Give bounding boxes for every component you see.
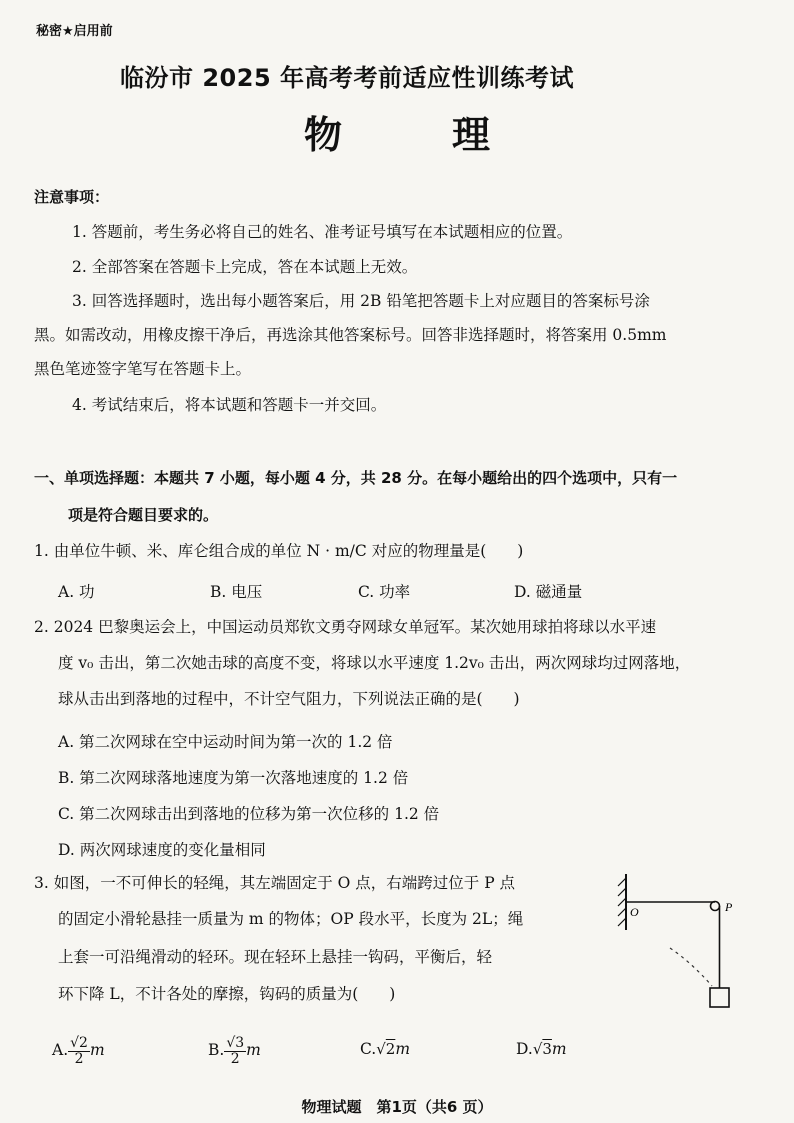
section-heading-line2: 项是符合题目要求的。 [68,506,219,524]
subject-char-left: 物 [303,113,342,157]
confidential-mark: 秘密★启用前 [36,24,113,39]
q1-stem: 1. 由单位牛顿、米、库仑组合成的单位 N · m/C 对应的物理量是( ) [34,542,524,560]
pulley-figure [612,868,742,1018]
q3-option-b-fraction [224,1036,246,1066]
notice-title: 注意事项： [34,188,110,206]
section-heading-line1: 一、单项选择题：本题共 7 小题，每小题 4 分，共 28 分。在每小题给出的四个选项中，只有一 [34,469,678,487]
q3-option-a [52,1036,105,1066]
q2-stem-line3: 球从击出到落地的过程中，不计空气阻力，下列说法正确的是( ) [58,690,520,708]
notice-item-2: 2. 全部答案在答题卡上完成，答在本试题上无效。 [72,258,418,276]
q3-stem-line4: 环下降 L，不计各处的摩擦，钩码的质量为( ) [58,985,396,1003]
q2-option-d: D. 两次网球速度的变化量相同 [58,841,266,859]
q1-option-b: B. 电压 [210,583,263,601]
wall [618,874,626,930]
subject-char-right: 理 [452,113,491,157]
notice-item-3: 3. 回答选择题时，选出每小题答案后，用 2B 铅笔把答题卡上对应题目的答案标号涂 [72,292,650,310]
q3-option-b-var: m [246,1041,261,1060]
q3-option-d-var: m [551,1040,567,1058]
notice-item-3-cont: 黑。如需改动，用橡皮擦干净后，再选涂其他答案标号。回答非选择题时，将答案用 0.5mm [34,326,667,344]
q3-option-c-var: m [395,1040,411,1058]
q3-option-b-prefix: B. [208,1041,225,1060]
hanging-mass [710,988,729,1007]
q3-option-d-radicand: 3 [542,1040,552,1058]
q3-option-c-root: √ [376,1040,386,1058]
pulley [711,902,720,911]
notice-item-1: 1. 答题前，考生务必将自己的姓名、准考证号填写在本试题相应的位置。 [72,223,573,241]
q1-option-c: C. 功率 [358,583,411,601]
q3-option-a-denominator: 2 [74,1050,84,1067]
q2-option-a: A. 第二次网球在空中运动时间为第一次的 1.2 倍 [58,733,393,751]
exam-title: 临汾市 2025 年高考考前适应性训练考试 [120,64,575,92]
q2-stem-line2: 度 v₀ 击出，第二次她击球的高度不变，将球以水平速度 1.2v₀ 击出，两次网球均过网落地， [58,654,691,672]
q3-option-c-radicand: 2 [385,1040,396,1058]
dashed-trace [670,948,712,986]
q3-option-a-var: m [89,1041,105,1060]
q3-stem-line1: 3. 如图，一不可伸长的轻绳，其左端固定于 O 点，右端跨过位于 P 点 [34,874,516,892]
q2-option-b: B. 第二次网球落地速度为第一次落地速度的 1.2 倍 [58,769,409,787]
q3-stem-line3: 上套一可沿绳滑动的轻环。现在轻环上悬挂一钩码，平衡后，轻 [58,948,493,966]
q3-option-d-root: √ [532,1040,543,1058]
notice-item-4: 4. 考试结束后，将本试题和答题卡一并交回。 [72,396,387,414]
q2-option-c: C. 第二次网球击出到落地的位移为第一次位移的 1.2 倍 [58,805,440,823]
page-footer: 物理试题 第1页（共6 页） [301,1098,493,1116]
q1-option-d: D. 磁通量 [514,583,583,601]
q3-option-a-fraction [68,1036,90,1066]
q3-option-a-prefix: A. [52,1041,69,1060]
label-p: P [725,900,733,914]
q3-option-d-prefix: D. [516,1040,533,1058]
q3-option-c [360,1040,410,1058]
q1-option-a: A. 功 [58,583,95,601]
q3-option-a-numerator: √2 [70,1035,88,1051]
q3-option-c-prefix: C. [360,1040,377,1058]
q3-stem-line2: 的固定小滑轮悬挂一质量为 m 的物体；OP 段水平，长度为 2L；绳 [58,910,524,928]
q3-option-d [516,1040,567,1058]
label-o: O [630,905,639,919]
notice-item-3-cont2: 黑色笔迹签字笔写在答题卡上。 [34,360,252,378]
q3-option-b-denominator: 2 [230,1050,240,1067]
q3-option-b-numerator: √3 [226,1035,245,1051]
q2-stem-line1: 2. 2024 巴黎奥运会上，中国运动员郑钦文勇夺网球女单冠军。某次她用球拍将球以水平速 [34,618,657,636]
subject-title [0,104,794,159]
q3-option-b [208,1036,261,1066]
